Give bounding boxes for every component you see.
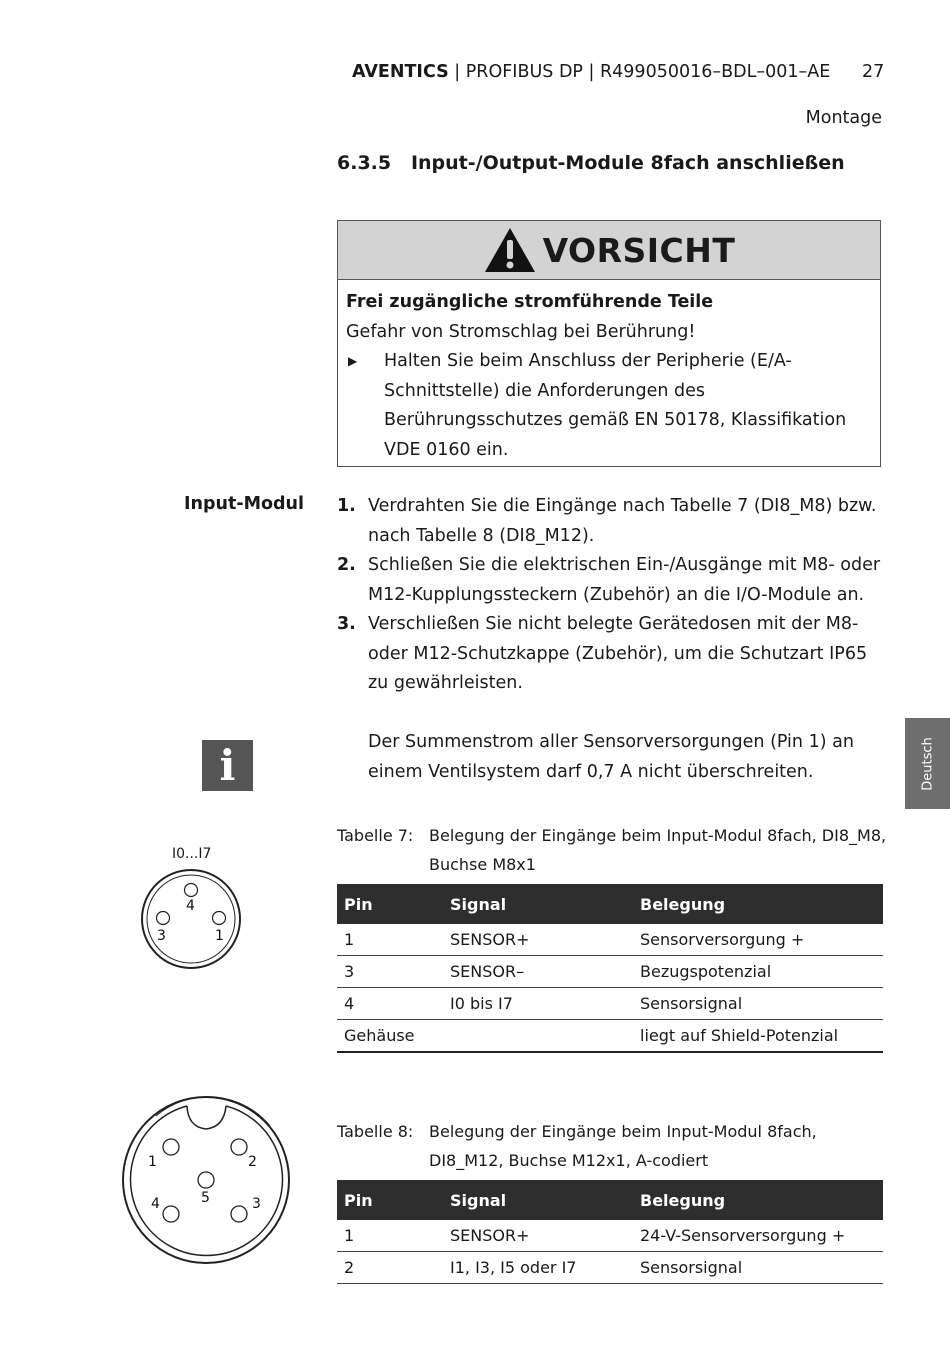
section-heading: 6.3.5 Input-/Output-Module 8fach anschließen — [337, 152, 845, 174]
table7 — [337, 884, 883, 1053]
column-header: Pin — [337, 884, 443, 924]
pin-label: 1 — [215, 928, 224, 944]
m12-connector-diagram — [120, 1094, 294, 1268]
pin-1 — [163, 1139, 179, 1155]
step-text: Verdrahten Sie die Eingänge nach Tabelle 7 (DI8_M8) bzw. nach Tabelle 8 (DI8_M12). — [368, 496, 877, 546]
column-header: Belegung — [633, 1180, 883, 1220]
pin-label: 1 — [148, 1154, 157, 1170]
info-icon: i — [202, 740, 253, 791]
table7-caption — [337, 821, 887, 879]
table-row — [337, 1020, 883, 1053]
pin-label: 4 — [186, 898, 195, 914]
step-number: 3. — [337, 614, 356, 634]
table-cell: SENSOR+ — [443, 1220, 633, 1252]
table-row — [337, 1252, 883, 1284]
triangle-right-icon: ▶ — [348, 354, 358, 368]
table-cell: Bezugspotenzial — [633, 956, 883, 988]
table7-label: Tabelle 7: — [337, 826, 414, 845]
table-cell: I1, I3, I5 oder I7 — [443, 1252, 633, 1284]
pin-label: 3 — [252, 1196, 261, 1212]
pin-3 — [157, 912, 170, 925]
table8 — [337, 1180, 883, 1284]
table8-caption — [337, 1117, 887, 1175]
table8-label: Tabelle 8: — [337, 1122, 414, 1141]
warning-bullet — [346, 347, 872, 465]
table-cell: 1 — [337, 1220, 443, 1252]
step-number: 1. — [337, 496, 356, 516]
step-item — [337, 492, 885, 551]
step-item — [337, 551, 885, 610]
table-cell: 3 — [337, 956, 443, 988]
step-number: 2. — [337, 555, 356, 575]
table7-caption-text: Belegung der Eingänge beim Input-Modul 8fach, DI8_M8, Buchse M8x1 — [429, 826, 887, 874]
connector-m8-label: I0...I7 — [172, 846, 212, 862]
step-item — [337, 610, 885, 699]
table-cell: Sensorsignal — [633, 988, 883, 1020]
table-cell: Sensorsignal — [633, 1252, 883, 1284]
column-header: Signal — [443, 884, 633, 924]
pin-5 — [198, 1172, 214, 1188]
table-header-row — [337, 1180, 883, 1220]
table-row — [337, 924, 883, 956]
pin-label: 3 — [157, 928, 166, 944]
pin-4 — [185, 884, 198, 897]
pin-label: 2 — [248, 1154, 257, 1170]
table-row — [337, 1220, 883, 1252]
table-row — [337, 956, 883, 988]
column-header: Pin — [337, 1180, 443, 1220]
table-cell: liegt auf Shield-Potenzial — [633, 1020, 883, 1053]
document-id: | PROFIBUS DP | R499050016–BDL–001–AE — [448, 62, 831, 82]
table-cell: Sensorversorgung + — [633, 924, 883, 956]
warning-triangle-icon — [483, 226, 537, 274]
table-cell: SENSOR+ — [443, 924, 633, 956]
warning-bullet-text: Halten Sie beim Anschluss der Peripherie (E/A-Schnittstelle) die Anforderungen des Berührungsschutzes gemäß EN 50178, Klassifikation VDE 0160 ein. — [384, 351, 847, 460]
table-cell: 4 — [337, 988, 443, 1020]
table-cell — [443, 1020, 633, 1053]
step-text: Schließen Sie die elektrischen Ein-/Ausgänge mit M8- oder M12-Kupplungssteckern (Zubehör) an die I/O-Module an. — [368, 555, 881, 605]
table-cell: I0 bis I7 — [443, 988, 633, 1020]
warning-box — [337, 220, 881, 467]
pin-1 — [213, 912, 226, 925]
table-cell: Gehäuse — [337, 1020, 443, 1053]
m8-connector-diagram — [140, 868, 244, 972]
info-note: Der Summenstrom aller Sensorversorgungen (Pin 1) an einem Ventilsystem darf 0,7 A nicht überschreiten. — [368, 732, 854, 782]
warning-line: Gefahr von Stromschlag bei Berührung! — [346, 321, 696, 342]
warning-header — [338, 221, 880, 280]
table-cell: 24-V-Sensorversorgung + — [633, 1220, 883, 1252]
side-label: Input-Modul — [184, 494, 305, 514]
pin-2 — [231, 1139, 247, 1155]
language-tab — [905, 718, 950, 809]
warning-body — [338, 280, 880, 465]
table-cell: 2 — [337, 1252, 443, 1284]
running-header — [352, 62, 830, 82]
warning-subtitle: Frei zugängliche stromführende Teile — [346, 292, 714, 312]
table-row — [337, 988, 883, 1020]
warning-title: VORSICHT — [542, 230, 736, 270]
language-tab-label: Deutsch — [920, 736, 935, 791]
section-name: Montage — [805, 108, 882, 128]
column-header: Belegung — [633, 884, 883, 924]
pin-3 — [231, 1206, 247, 1222]
table-cell: 1 — [337, 924, 443, 956]
page-number: 27 — [862, 62, 885, 82]
column-header: Signal — [443, 1180, 633, 1220]
step-text: Verschließen Sie nicht belegte Gerätedosen mit der M8- oder M12-Schutzkappe (Zubehör), um die Schutzart IP65 zu gewährleisten. — [368, 614, 868, 693]
table8-caption-text: Belegung der Eingänge beim Input-Modul 8fach, DI8_M12, Buchse M12x1, A-codiert — [429, 1122, 817, 1170]
table-cell: SENSOR– — [443, 956, 633, 988]
pin-label: 4 — [151, 1196, 160, 1212]
pin-label: 5 — [201, 1190, 210, 1206]
step-list — [337, 492, 885, 699]
brand-name: AVENTICS — [352, 62, 449, 82]
table-header-row — [337, 884, 883, 924]
pin-4 — [163, 1206, 179, 1222]
